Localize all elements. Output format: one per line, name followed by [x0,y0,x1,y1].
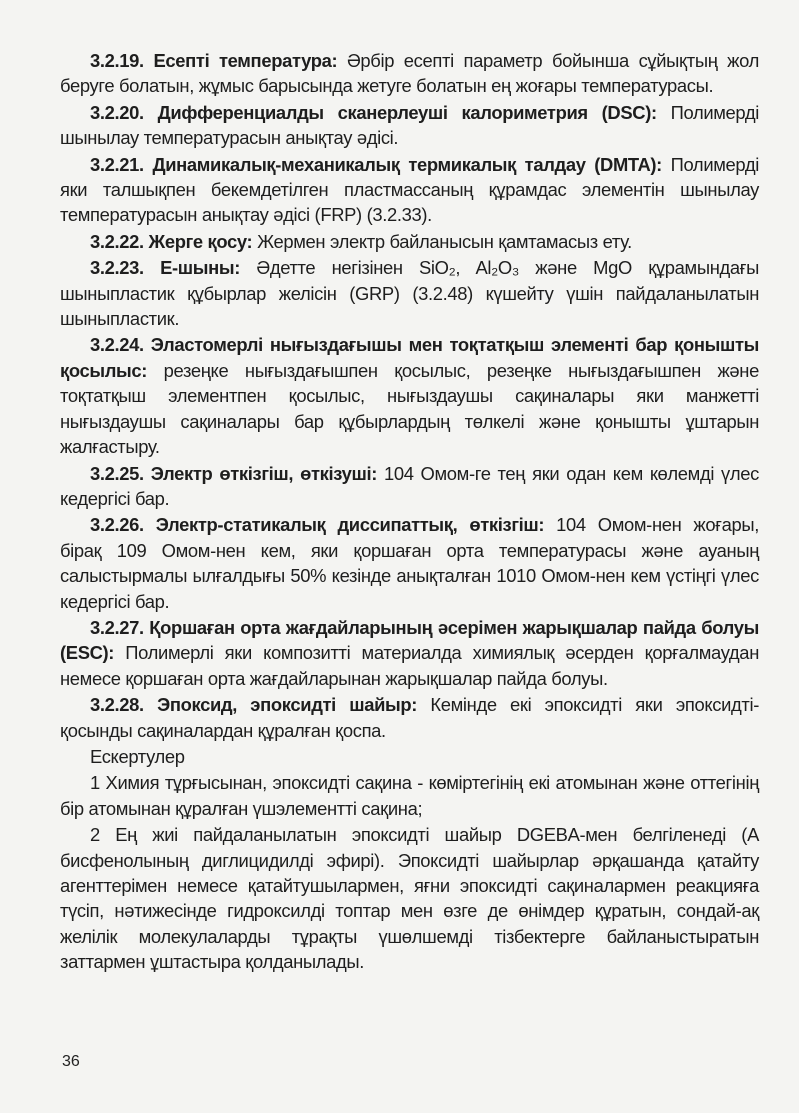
entry-definition: Полимерлі яки композитті материалда химиялық әсерден қорғалмаудан немесе қоршаған орта жағдайларынан жарықшалар пайда болуы. [60,642,759,689]
note-2: 2 Ең жиі пайдаланылатын эпоксидті шайыр DGEBA-мен белгіленеді (А бисфенолының диглицидилді эфирі). Эпоксидті шайырлар әрқашанда қатайту агенттерімен немесе қатайтушылармен, яғни эпоксидті сақиналармен реакцияға түсіп, нәтижесінде гидроксилді топтар мен өзге де өнімдер құратын, сондай-ақ желілік молекулаларды тұрақты үшөлшемді тізбектерге байланыстыратын заттармен ұштастыра қолданылады. [60,824,759,973]
entry-definition: резеңке нығыздағышпен қосылыс, резеңке нығыздағышпен және тоқтатқыш элементпен қосылыс, нығыздаушы сақиналары яки манжетті нығыздаушы сақиналары бар құбырлардың төлкелі және қонышты ұштарын жалғастыру. [60,359,759,458]
entry-3-2-19 [60,48,759,99]
entry-term: 3.2.20. Дифференциалды сканерлеуші калориметрия (DSC): [90,101,657,123]
page-number: 36 [62,1053,80,1070]
entry-term: 3.2.22. Жерге қосу: [90,230,253,252]
entry-3-2-21 [60,152,759,228]
entry-definition: 104 Омом-ге тең яки одан кем көлемді үлес кедергісі бар. [60,462,759,509]
entry-term: 3.2.23. Е-шыны: [90,257,241,279]
entry-3-2-24 [60,332,759,459]
entry-definition: Әрбір есепті параметр бойынша сұйықтың жол беруге болатын, жұмыс барысында жетуге болатын ең жоғары температурасы. [60,50,759,97]
entry-term: 3.2.24. Эластомерлі нығыздағышы мен тоқтатқыш элементі бар қонышты қосылыс: [60,334,759,381]
entry-term: 3.2.21. Динамикалық-механикалық термикалық талдау (DMTA): [90,153,662,175]
entry-3-2-20 [60,100,759,151]
entry-term: 3.2.27. Қоршаған орта жағдайларының әсерімен жарықшалар пайда болуы (ESC): [60,616,759,664]
entry-term: 3.2.26. Электр-статикалық диссипаттық, өткізгіш: [90,514,545,536]
entry-3-2-22 [60,229,759,254]
entry-definition: Әдетте негізінен SiO₂, Al₂O₃ және MgO құрамындағы шыныпластик құбырлар желісін (GRP) (3.2.48) күшейту үшін пайдаланылатын шыныпластик. [60,257,759,330]
note-1: 1 Химия тұрғысынан, эпоксидті сақина - көміртегінің екі атомынан және оттегінің бір атомынан құралған үшэлементті сақина; [60,772,759,819]
entry-definition: Жермен электр байланысын қамтамасыз ету. [252,230,632,252]
entry-term: 3.2.28. Эпоксид, эпоксидті шайыр: [90,694,418,716]
entry-definition: Полимерді яки талшықпен бекемдетілген пластмассаның құрамдас элементін шынылау температурасын анықтау әдісі (FRP) (3.2.33). [60,153,759,226]
entry-definition: Кемінде екі эпоксидті яки эпоксидті-қосынды сақиналардан құралған қоспа. [60,694,759,741]
entry-3-2-26 [60,512,759,614]
entry-term: 3.2.25. Электр өткізгіш, өткізуші: [90,462,377,484]
entry-3-2-25 [60,461,759,512]
entry-term: 3.2.19. Есепті температура: [90,50,338,71]
notes-heading: Ескертулер [90,745,185,767]
entry-definition: 104 Омом-нен жоғары, бірақ 109 Омом-нен кем, яки қоршаған орта температурасы және ауаның салыстырмалы ылғалдығы 50% кезінде анықталған 1010 Омом-нен кем үстіңгі үлес кедергісі бар. [60,514,759,612]
entry-3-2-28 [60,692,759,743]
entry-definition: Полимерді шынылау температурасын анықтау әдісі. [60,101,760,149]
entry-3-2-27 [60,615,759,691]
entry-3-2-23 [60,255,759,331]
